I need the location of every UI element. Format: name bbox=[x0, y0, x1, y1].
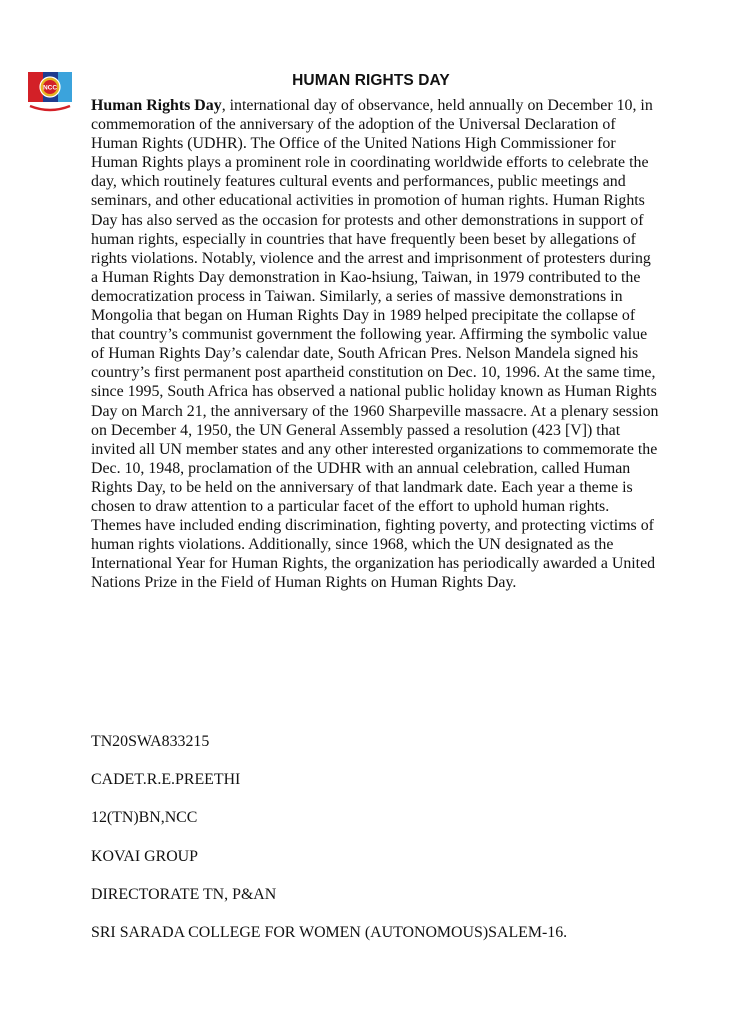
page-title: HUMAN RIGHTS DAY bbox=[292, 72, 450, 89]
directorate: DIRECTORATE TN, P&AN bbox=[91, 885, 277, 903]
article-body-text: , international day of observance, held annually on December 10, in commemoration of the anniversary of the adoption of the Universal Declaration of Human Rights (UDHR). The Office of the United Nations High Commissioner for Human Rights plays a prominent role in coordinating worldwide efforts to celebrate the day, which routinely features cultural events and performances, public meetings and seminars, and other educational activities in promotion of human rights. Human Rights Day has also served as the occasion for protests and other demonstrations in support of human rights, especially in countries that have frequently been beset by allegations of rights violations. Notably, violence and the arrest and imprisonment of protesters during a Human Rights Day demonstration in Kao-hsiung, Taiwan, in 1979 contributed to the democratization process in Taiwan. Similarly, a series of massive demonstrations in Mongolia that began on Human Rights Day in 1989 helped precipitate the collapse of that country’s communist government the following year. Affirming the symbolic value of Human Rights Day’s calendar date, South African Pres. Nelson Mandela signed his country’s first permanent post apartheid constitution on Dec. 10, 1996. At the same time, since 1995, South Africa has observed a national public holiday known as Human Rights Day on March 21, the anniversary of the 1960 Sharpeville massacre. At a plenary session on December 4, 1950, the UN General Assembly passed a resolution (423 [V]) that invited all UN member states and any other interested organizations to commemorate the Dec. 10, 1948, proclamation of the UDHR with an annual celebration, called Human Rights Day, to be held on the anniversary of that landmark date. Each year a theme is chosen to draw attention to a particular facet of the effort to uphold human rights. Themes have included ending discrimination, fighting poverty, and protecting victims of human rights violations. Additionally, since 1968, which the UN designated as the International Year for Human Rights, the organization has periodically awarded a United Nations Prize in the Field of Human Rights on Human Rights Day. bbox=[91, 97, 659, 592]
article-paragraph bbox=[91, 96, 661, 592]
article-lead-term: Human Rights Day bbox=[91, 97, 222, 114]
group-name: KOVAI GROUP bbox=[91, 847, 198, 865]
battalion: 12(TN)BN,NCC bbox=[91, 809, 198, 827]
logo-lettering: NCC bbox=[42, 84, 58, 92]
signature-block bbox=[91, 732, 691, 961]
college-name: SRI SARADA COLLEGE FOR WOMEN (AUTONOMOUS)SALEM-16. bbox=[91, 923, 568, 941]
cadet-name: CADET.R.E.PREETHI bbox=[91, 771, 241, 789]
cadet-number: TN20SWA833215 bbox=[91, 733, 210, 750]
